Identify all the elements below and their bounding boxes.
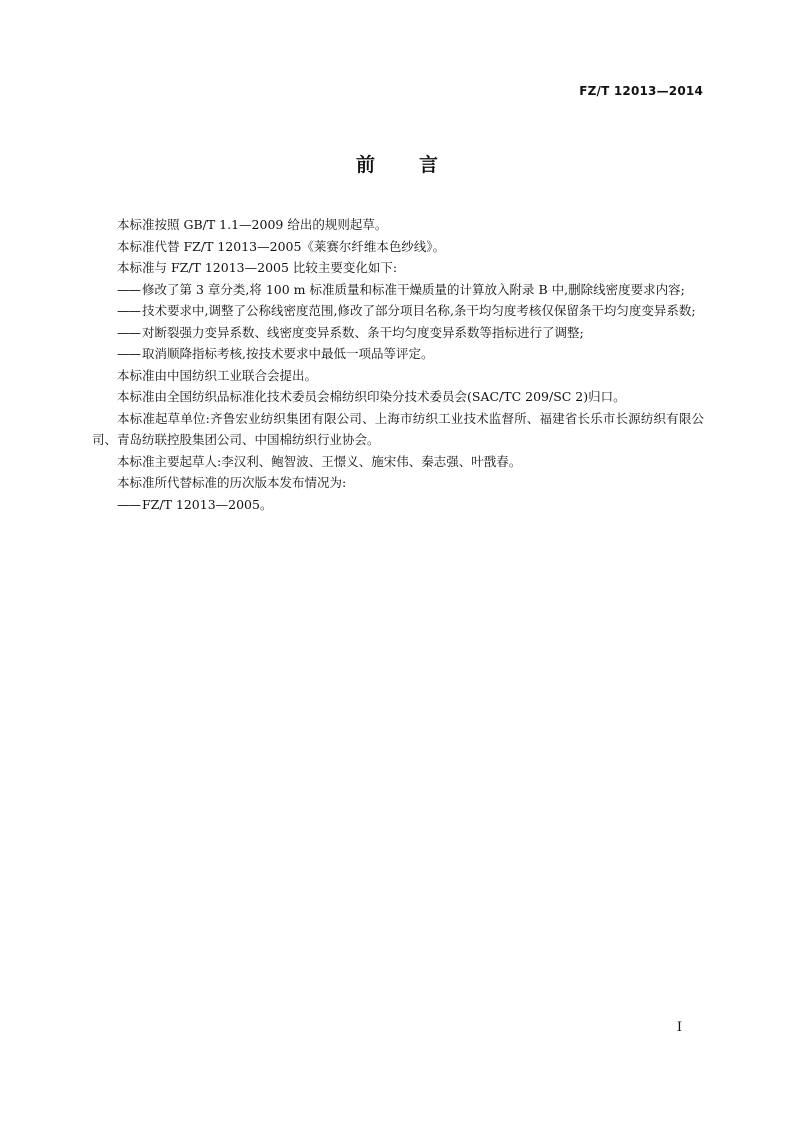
paragraph-replaces: 本标准代替 FZ/T 12013—2005《莱赛尔纤维本色纱线》。 bbox=[117, 238, 446, 254]
change-item-text: 对断裂强力变异系数、线密度变异系数、条干均匀度变异系数等指标进行了调整; bbox=[142, 324, 584, 340]
page-title: 前言 bbox=[355, 154, 482, 176]
change-item-text: 技术要求中,调整了公称线密度范围,修改了部分项目名称,条干均匀度考核仅保留条干均匀度变异系数; bbox=[142, 303, 696, 318]
dash-marker: —— bbox=[117, 324, 140, 340]
change-item bbox=[92, 300, 704, 322]
dash-marker: —— bbox=[117, 303, 140, 318]
change-item bbox=[92, 322, 704, 344]
history-item-text: FZ/T 12013—2005。 bbox=[142, 496, 273, 512]
paragraph-drafters: 本标准主要起草人:李汉利、鲍智波、王憬义、施宋伟、秦志强、叶戬春。 bbox=[117, 453, 522, 469]
paragraph-drafting-rules: 本标准按照 GB/T 1.1—2009 给出的规则起草。 bbox=[117, 217, 388, 232]
change-item-text: 修改了第 3 章分类,将 100 m 标准质量和标准干燥质量的计算放入附录 B 中,删除线密度要求内容; bbox=[142, 281, 685, 297]
paragraph-proposed-by: 本标准由中国纺织工业联合会提出。 bbox=[117, 367, 318, 383]
dash-marker: —— bbox=[117, 281, 140, 297]
dash-marker: —— bbox=[117, 496, 140, 512]
change-item-text: 取消顺降指标考核,按技术要求中最低一项品等评定。 bbox=[142, 346, 434, 361]
paragraph-governed-by: 本标准由全国纺织品标准化技术委员会棉纺织印染分技术委员会(SAC/TC 209/SC 2)归口。 bbox=[117, 389, 626, 404]
foreword-body bbox=[92, 214, 704, 515]
document-code: FZ/T 12013—2014 bbox=[579, 84, 703, 98]
dash-marker: —— bbox=[117, 346, 140, 361]
change-item bbox=[92, 343, 704, 365]
paragraph-changes-intro: 本标准与 FZ/T 12013—2005 比较主要变化如下: bbox=[117, 260, 398, 275]
history-item bbox=[92, 494, 704, 516]
paragraph-history-intro: 本标准所代替标准的历次版本发布情况为: bbox=[117, 475, 347, 490]
change-item bbox=[92, 279, 704, 301]
page-number: I bbox=[676, 1020, 682, 1035]
paragraph-drafting-units: 本标准起草单位:齐鲁宏业纺织集团有限公司、上海市纺织工业技术监督所、福建省长乐市长源纺织有限公司、青岛纺联控股集团公司、中国棉纺织行业协会。 bbox=[92, 410, 704, 447]
